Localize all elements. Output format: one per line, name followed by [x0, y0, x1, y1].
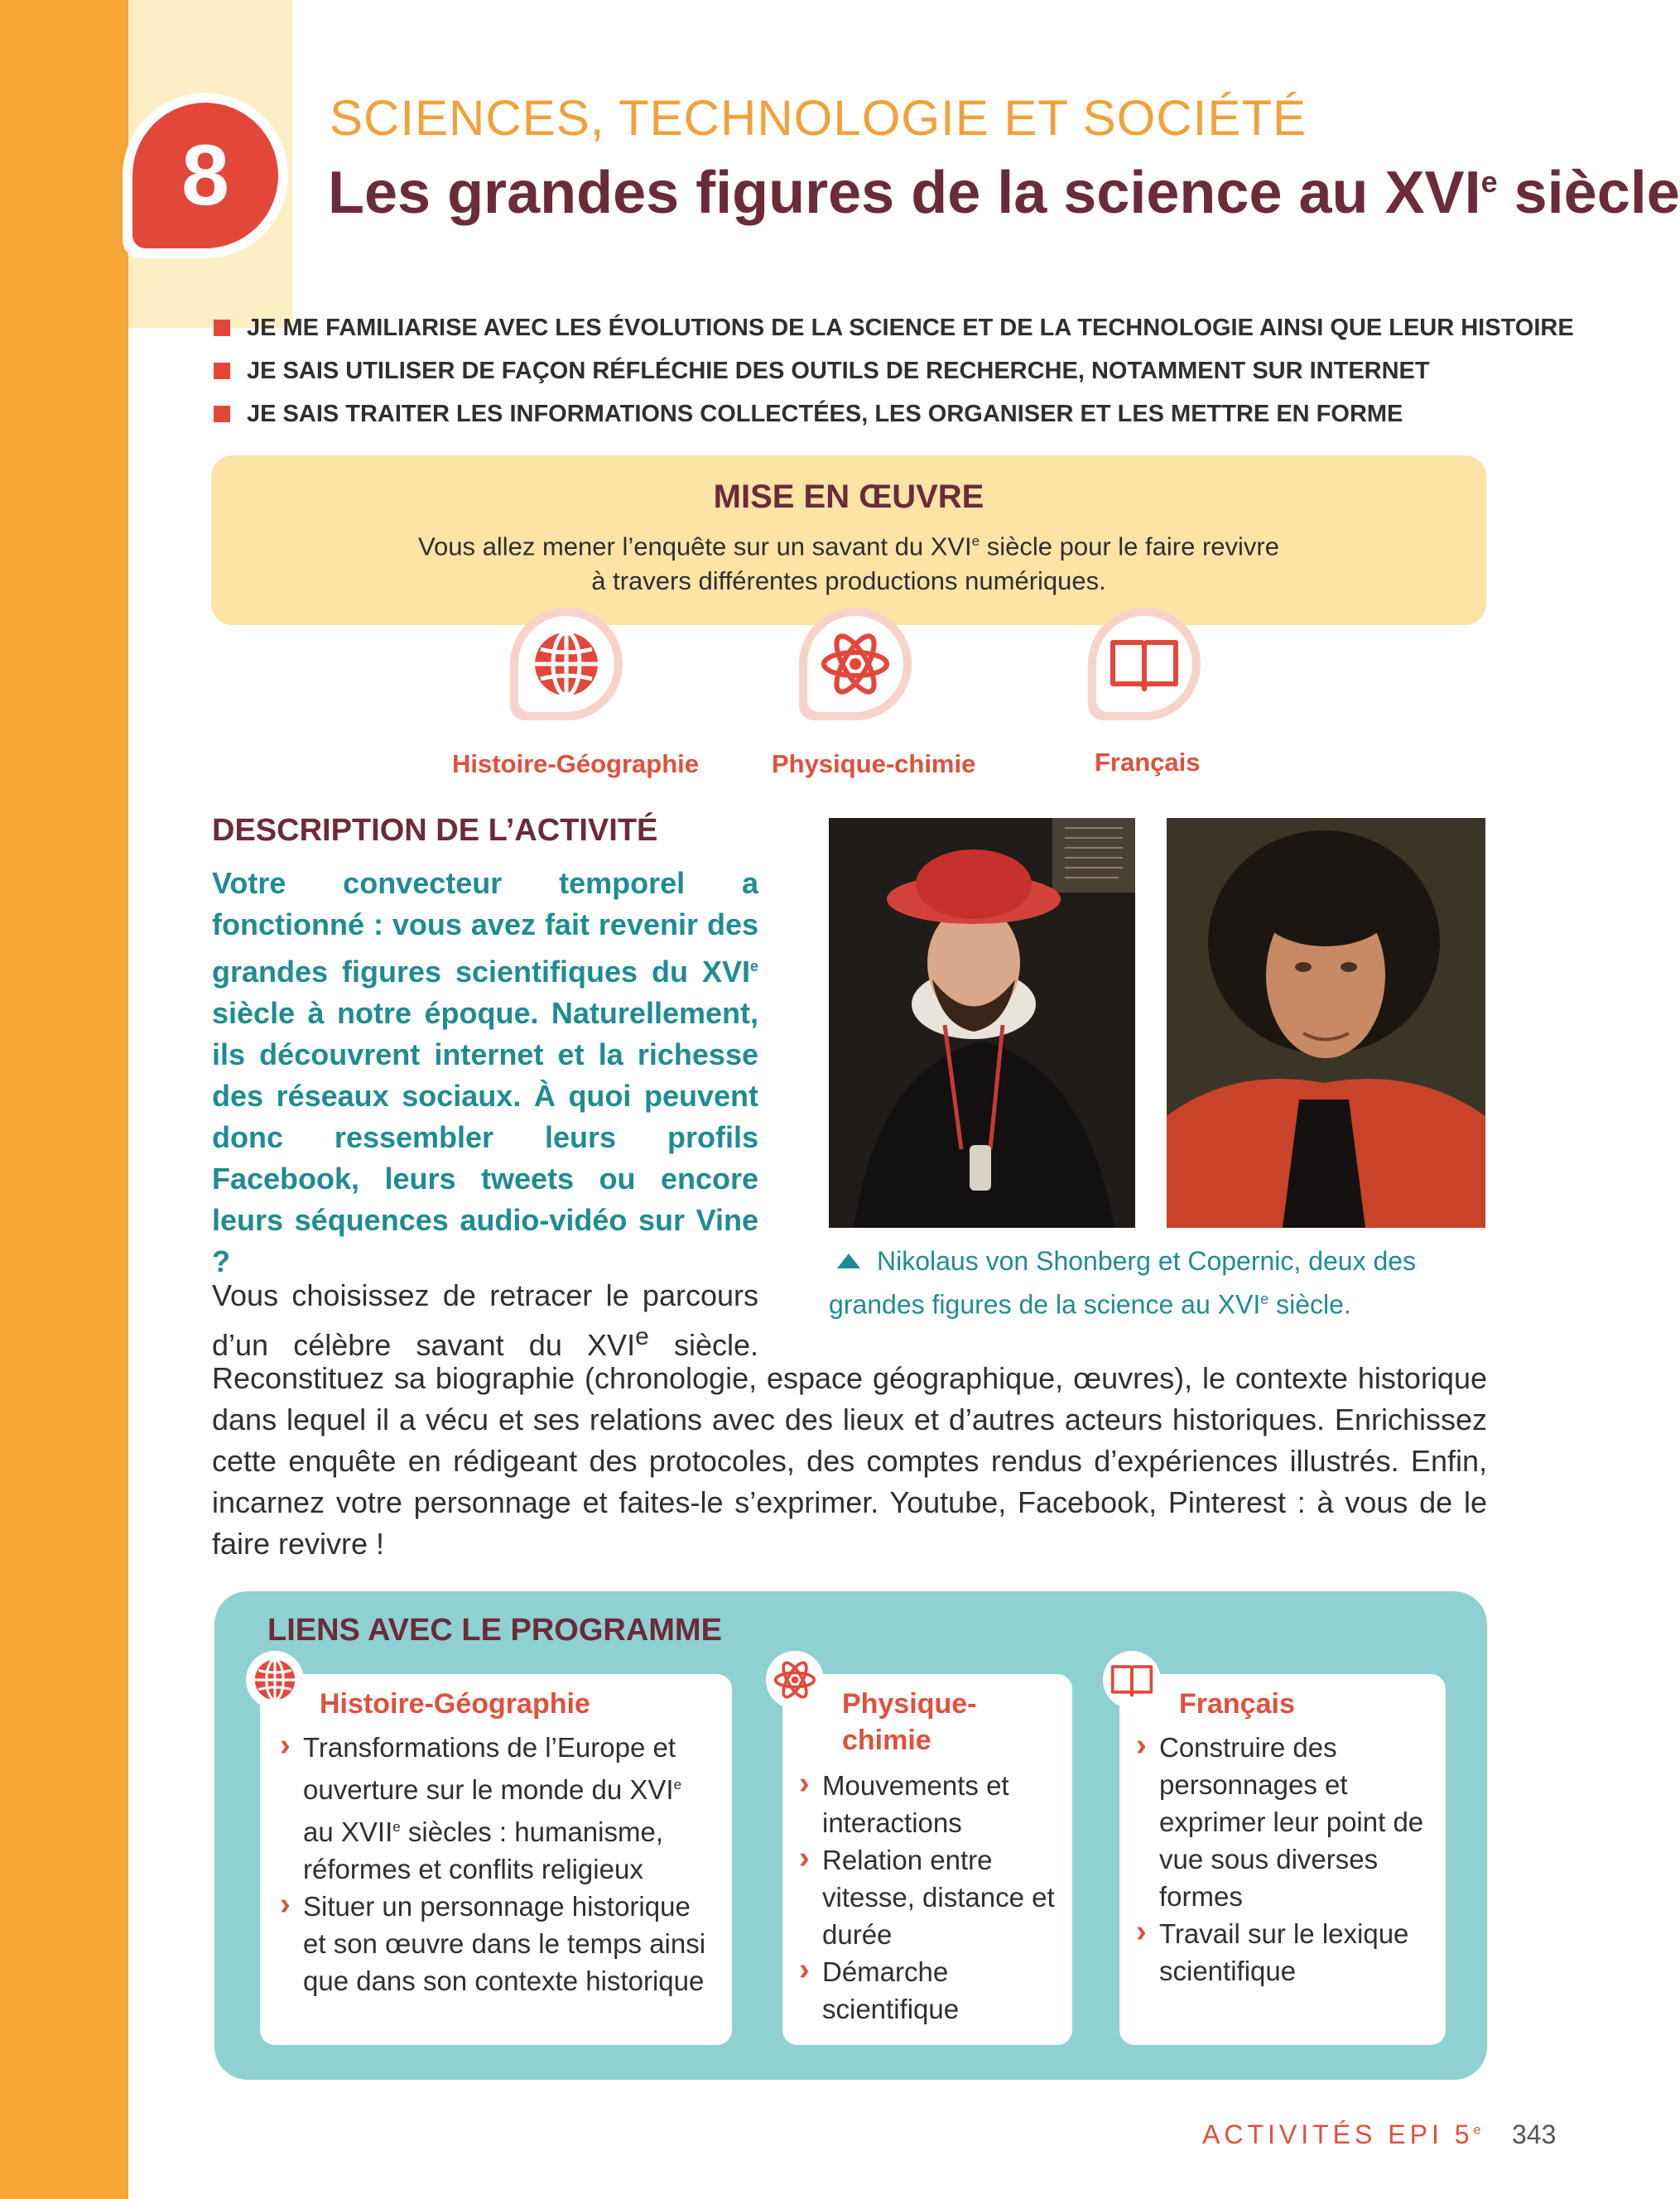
subject-disc-francais [1088, 608, 1201, 720]
skill-text: JE SAIS UTILISER DE FAÇON RÉFLÉCHIE DES OUTILS DE RECHERCHE, NOTAMMENT SUR INTERNET [247, 357, 1430, 384]
mise-en-oeuvre-title: MISE EN ŒUVRE [713, 479, 984, 515]
description-body-intro [212, 1275, 758, 1366]
atom-icon [819, 628, 892, 700]
card-title-histoire: Histoire-Géographie [320, 1688, 590, 1720]
list-item: › Mouvements et interactions [799, 1767, 1056, 1841]
caption-triangle-icon [837, 1253, 860, 1268]
page-title-end: siècle [1497, 160, 1680, 226]
card-list-histoire [280, 1729, 719, 1999]
body-short-sup: e [635, 1323, 649, 1350]
open-book-icon [1110, 1658, 1154, 1702]
lead-sup: e [749, 958, 758, 974]
hg-item1-a: Transformations de l’Europe et ouverture sur le monde du XVI [303, 1732, 676, 1805]
subject-label-physique: Physique-chimie [772, 749, 976, 778]
footer-label-text: ACTIVITÉS EPI 5 [1202, 2120, 1474, 2149]
skill-item [214, 306, 1574, 349]
description-title: DESCRIPTION DE L’ACTIVITÉ [212, 813, 658, 848]
body-short-a: Vous choisissez de retracer le parcours d’un célèbre savant du XVI [212, 1278, 758, 1362]
bullet-square-icon [214, 363, 230, 379]
mise-line2: à travers différentes productions numériques. [591, 566, 1106, 596]
subject-disc-physique [799, 608, 912, 720]
mise-line1-a: Vous allez mener l’enquête sur un savant du XVI [418, 532, 972, 561]
image-caption [829, 1242, 1491, 1324]
card-histoire-geographie [260, 1674, 732, 2045]
lead-text-a: Votre convecteur temporel a fonctionné : vous avez fait revenir des grandes figures scientifiques du XVI [212, 866, 758, 989]
page-title-main: Les grandes figures de la science au XVI [328, 160, 1481, 226]
description-lead [212, 863, 758, 1282]
card-list-francais [1136, 1729, 1434, 1990]
skill-item [214, 349, 1574, 392]
liens-programme-box [214, 1591, 1487, 2080]
card-icon-histoire [246, 1651, 304, 1709]
caption-sup: e [1260, 1291, 1269, 1307]
chapter-number: 8 [132, 103, 278, 248]
hg-item1-sup2: e [392, 1819, 401, 1835]
bullet-square-icon [214, 320, 230, 336]
page-number: 343 [1512, 2120, 1557, 2149]
open-book-icon [1108, 628, 1181, 700]
footer-label [1202, 2120, 1480, 2150]
hg-item1-sup1: e [673, 1777, 682, 1792]
list-item [280, 1729, 719, 1888]
card-francais [1119, 1674, 1446, 2045]
lead-text-b: siècle à notre époque. Naturellement, ils découvrent internet et la richesse des réseaux sociaux. À quoi peuvent donc ressembler leurs profils Facebook, leurs tweets ou encore leurs séquences audio-vidéo sur Vine ? [212, 996, 758, 1278]
portrait-copernic-image [1167, 818, 1485, 1228]
hg-item1-b: au XVII [303, 1816, 393, 1847]
portrait-copernic [1167, 818, 1485, 1228]
portrait-shonberg-image [829, 818, 1135, 1228]
page-title-sup: e [1480, 165, 1498, 199]
mise-en-oeuvre-box [211, 455, 1486, 625]
body-short-b: siècle. [648, 1328, 759, 1362]
card-list-physique [799, 1767, 1056, 2028]
atom-icon [773, 1658, 817, 1702]
globe-icon [530, 628, 603, 700]
mise-line1-b: siècle pour le faire revivre [980, 532, 1279, 561]
subject-label-francais: Français [1095, 748, 1201, 777]
description-body: Reconstituez sa biographie (chronologie, espace géographique, œuvres), le contexte historique dans lequel il a vécu et ses relations avec des lieux et d’autres acteurs historiques. Enrichissez cette enquête en rédigeant des protocoles, des comptes rendus d’expériences illustrés. Enfin, incarnez votre personnage et faites-le s’exprimer. Youtube, Facebook, Pinterest : à vous de le faire revivre ! [212, 1361, 1487, 1561]
hg-item1-c: siècles : humanisme, réformes et conflits religieux [303, 1816, 663, 1884]
left-orange-band [0, 0, 128, 2199]
mise-line1-sup: e [971, 533, 980, 549]
footer-label-sup: e [1473, 2123, 1481, 2138]
card-icon-physique [766, 1651, 824, 1709]
card-title-francais: Français [1179, 1688, 1295, 1720]
portrait-shonberg [829, 818, 1135, 1228]
skill-text: JE ME FAMILIARISE AVEC LES ÉVOLUTIONS DE LA SCIENCE ET DE LA TECHNOLOGIE AINSI QUE LEUR HISTOIRE [247, 314, 1574, 341]
bullet-square-icon [214, 406, 230, 422]
list-item: › Relation entre vitesse, distance et durée [799, 1841, 1056, 1953]
chapter-badge [123, 93, 288, 258]
skills-list [214, 306, 1574, 435]
caption-text-a: Nikolaus von Shonberg et Copernic, deux des grandes figures de la science au XVI [829, 1246, 1417, 1320]
globe-icon [252, 1657, 298, 1703]
skill-item [214, 392, 1574, 435]
card-title-physique: Physique-chimie [842, 1688, 977, 1756]
list-item: › Situer un personnage historique et son œuvre dans le temps ainsi que dans son contexte historique [280, 1888, 719, 1999]
skill-text: JE SAIS TRAITER LES INFORMATIONS COLLECTÉES, LES ORGANISER ET LES METTRE EN FORME [247, 400, 1403, 427]
liens-title: LIENS AVEC LE PROGRAMME [267, 1613, 722, 1648]
list-item: › Travail sur le lexique scientifique [1136, 1915, 1434, 1990]
subject-disc-histoire [510, 608, 623, 720]
list-item: › Démarche scientifique [799, 1953, 1056, 2028]
subject-label-histoire: Histoire-Géographie [452, 749, 699, 778]
mise-en-oeuvre-text [211, 524, 1486, 599]
card-icon-francais [1103, 1651, 1161, 1709]
list-item: › Construire des personnages et exprimer leur point de vue sous diverses formes [1136, 1729, 1434, 1915]
section-kicker: SCIENCES, TECHNOLOGIE ET SOCIÉTÉ [330, 90, 1307, 146]
caption-text-b: siècle. [1268, 1289, 1351, 1320]
card-physique-chimie [782, 1674, 1072, 2045]
page-title [328, 159, 1680, 227]
